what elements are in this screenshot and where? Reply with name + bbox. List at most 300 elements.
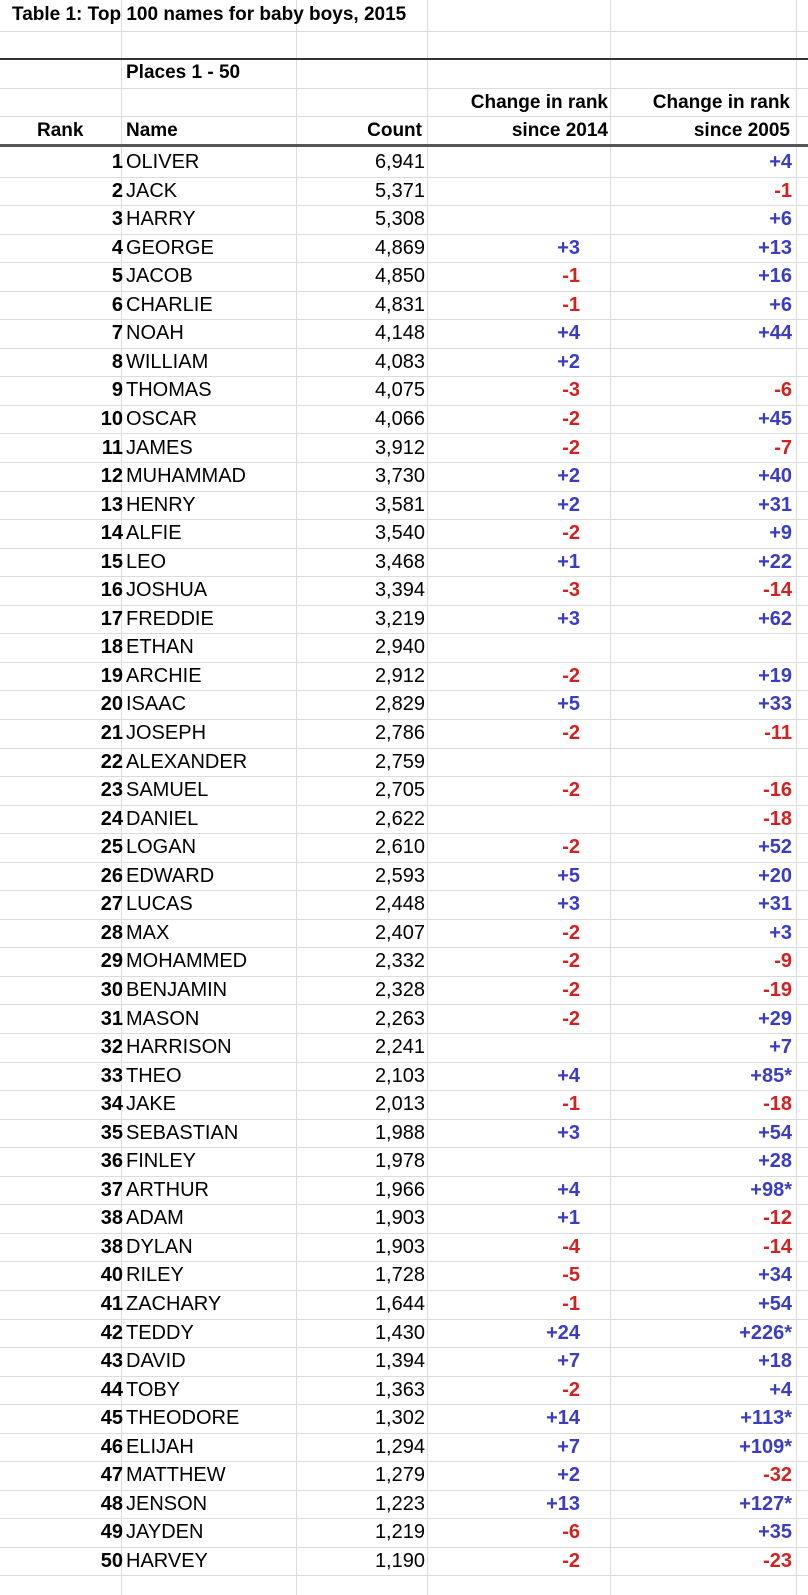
- change-2014-cell: -3: [562, 579, 580, 602]
- change-2014-cell: -1: [562, 265, 580, 288]
- change-2005-cell: +44: [758, 322, 792, 345]
- name-cell: ARCHIE: [126, 664, 202, 687]
- table-row: [0, 235, 808, 263]
- rank-cell: 33: [100, 1064, 123, 1087]
- name-cell: DANIEL: [126, 807, 199, 830]
- change-2005-cell: +29: [758, 1007, 792, 1030]
- rank-cell: 48: [100, 1492, 123, 1515]
- name-cell: JACK: [126, 179, 178, 202]
- count-cell: 2,332: [374, 950, 425, 973]
- count-cell: 2,013: [374, 1093, 425, 1116]
- change-2014-cell: -2: [562, 1007, 580, 1030]
- count-cell: 1,978: [374, 1150, 425, 1173]
- count-cell: 2,786: [374, 722, 425, 744]
- table-row: [0, 1120, 808, 1148]
- change-2014-cell: -2: [562, 978, 580, 1001]
- name-cell: JENSON: [126, 1492, 208, 1515]
- count-cell: 2,263: [374, 1007, 425, 1030]
- table-row: [0, 178, 808, 206]
- rank-cell: 43: [100, 1350, 123, 1373]
- count-cell: 1,728: [374, 1264, 425, 1287]
- change-2005-cell: -12: [763, 1207, 792, 1230]
- count-cell: 2,448: [374, 893, 425, 916]
- change-2014-cell: +3: [557, 1121, 580, 1144]
- table-row: [0, 292, 808, 320]
- change-2005-cell: -32: [763, 1464, 792, 1487]
- rank-cell: 7: [111, 322, 123, 345]
- table-row: [0, 435, 808, 463]
- change-2005-cell: +19: [758, 664, 792, 687]
- rank-cell: 49: [100, 1521, 123, 1544]
- rank-cell: 23: [100, 779, 123, 802]
- change-2014-cell: +14: [546, 1407, 580, 1430]
- count-cell: 2,759: [374, 750, 425, 773]
- name-cell: SAMUEL: [126, 779, 209, 802]
- name-cell: HARVEY: [126, 1549, 208, 1572]
- change-2005-cell: +85*: [750, 1064, 792, 1087]
- change-2005-cell: +3: [769, 921, 792, 944]
- table-row: [0, 463, 808, 491]
- change-2014-cell: -1: [562, 1093, 580, 1116]
- rank-cell: 45: [100, 1407, 123, 1430]
- change-2005-cell: -18: [763, 1093, 792, 1116]
- name-cell: MUHAMMAD: [126, 465, 246, 488]
- rank-cell: 22: [100, 750, 123, 773]
- table-row: [0, 1148, 808, 1176]
- rank-cell: 44: [100, 1378, 123, 1401]
- table-row: [0, 806, 808, 834]
- rank-cell: 26: [100, 864, 123, 887]
- change-2005-cell: +6: [769, 293, 792, 316]
- table-row: [0, 1034, 808, 1062]
- change-2014-cell: -4: [562, 1235, 580, 1258]
- name-cell: THOMAS: [126, 379, 212, 402]
- change-2014-cell: +4: [557, 322, 580, 345]
- change-2005-cell: +113*: [740, 1407, 792, 1430]
- name-cell: ADAM: [126, 1207, 184, 1230]
- name-cell: HENRY: [126, 493, 196, 516]
- rank-cell: 31: [100, 1007, 123, 1030]
- rank-cell: 36: [100, 1150, 123, 1173]
- name-cell: EDWARD: [126, 864, 215, 887]
- name-cell: OLIVER: [126, 151, 200, 173]
- change-2005-cell: +16: [758, 265, 792, 288]
- count-cell: 1,988: [374, 1121, 425, 1144]
- name-cell: ETHAN: [126, 636, 194, 659]
- change-2005-cell: -14: [763, 579, 792, 602]
- count-cell: 2,705: [374, 779, 425, 802]
- name-cell: RILEY: [126, 1264, 184, 1287]
- change-2005-cell: +20: [758, 864, 792, 887]
- rank-cell: 5: [111, 265, 123, 288]
- rank-cell: 28: [100, 921, 123, 944]
- count-cell: 1,302: [374, 1407, 425, 1430]
- name-cell: LOGAN: [126, 836, 197, 859]
- count-cell: 4,850: [374, 265, 425, 288]
- count-cell: 4,075: [374, 379, 425, 402]
- rank-cell: 6: [111, 293, 123, 316]
- name-cell: JOSHUA: [126, 579, 208, 602]
- rank-cell: 35: [100, 1121, 123, 1144]
- table-row: [0, 663, 808, 691]
- change-2005-cell: +33: [758, 693, 792, 716]
- places-subtitle: Places 1 - 50: [126, 62, 241, 83]
- table-row: [0, 863, 808, 891]
- table-row: [0, 891, 808, 919]
- name-cell: ARTHUR: [126, 1178, 209, 1201]
- change-2014-cell: -2: [562, 722, 580, 744]
- change-2014-cell: -2: [562, 836, 580, 859]
- name-cell: SEBASTIAN: [126, 1121, 239, 1144]
- count-cell: 2,328: [374, 978, 425, 1001]
- name-cell: THEO: [126, 1064, 182, 1087]
- header-rank: Rank: [37, 120, 84, 141]
- change-2005-cell: +6: [769, 208, 792, 231]
- name-cell: JOSEPH: [126, 722, 207, 744]
- table-row: [0, 549, 808, 577]
- change-2005-cell: +109*: [739, 1435, 792, 1458]
- name-cell: BENJAMIN: [126, 978, 228, 1001]
- name-cell: MAX: [126, 921, 170, 944]
- change-2005-cell: -11: [764, 722, 792, 744]
- change-2005-cell: +28: [758, 1150, 792, 1173]
- count-cell: 3,219: [374, 607, 425, 630]
- rank-cell: 11: [101, 436, 123, 459]
- change-2014-cell: +2: [557, 493, 580, 516]
- change-2014-cell: +2: [557, 465, 580, 488]
- table-row: [0, 1205, 808, 1233]
- rank-cell: 30: [100, 978, 123, 1001]
- rank-cell: 8: [111, 350, 123, 373]
- count-cell: 2,940: [374, 636, 425, 659]
- table-title: Table 1: Top 100 names for baby boys, 2015: [12, 4, 407, 25]
- change-2014-cell: -3: [562, 379, 580, 402]
- rank-cell: 15: [100, 550, 123, 573]
- count-cell: 1,430: [374, 1321, 425, 1344]
- change-2005-cell: +54: [758, 1121, 792, 1144]
- rank-cell: 2: [111, 179, 123, 202]
- change-2005-cell: +4: [769, 1378, 792, 1401]
- count-cell: 2,829: [374, 693, 425, 716]
- table-row: [0, 1091, 808, 1119]
- table-row: [0, 720, 808, 748]
- name-cell: DYLAN: [126, 1235, 193, 1258]
- name-cell: HARRY: [126, 208, 196, 231]
- change-2005-cell: -1: [774, 179, 792, 202]
- table-row: [0, 749, 808, 777]
- rank-cell: 50: [100, 1549, 123, 1572]
- change-2014-cell: +7: [557, 1350, 580, 1373]
- table-row: [0, 977, 808, 1005]
- change-2005-cell: +127*: [739, 1492, 792, 1515]
- change-2014-cell: +3: [557, 607, 580, 630]
- rank-cell: 27: [100, 893, 123, 916]
- rank-cell: 34: [100, 1093, 123, 1116]
- change-2014-cell: +3: [557, 236, 580, 259]
- rank-cell: 9: [111, 379, 123, 402]
- count-cell: 2,610: [374, 836, 425, 859]
- change-2014-cell: +4: [557, 1178, 580, 1201]
- change-2005-cell: -14: [763, 1235, 792, 1258]
- rank-cell: 47: [100, 1464, 123, 1487]
- change-2014-cell: -2: [562, 921, 580, 944]
- table-row: [0, 320, 808, 348]
- count-cell: 3,581: [374, 493, 425, 516]
- table-row: [0, 1177, 808, 1205]
- change-2005-cell: +45: [758, 407, 792, 430]
- header-name: Name: [126, 120, 178, 141]
- change-2014-cell: +2: [557, 1464, 580, 1487]
- rank-cell: 18: [100, 636, 123, 659]
- header-change-2014-line1: Change in rank: [470, 92, 608, 113]
- name-cell: ELIJAH: [126, 1435, 194, 1458]
- count-cell: 3,730: [374, 465, 425, 488]
- rank-cell: 46: [100, 1435, 123, 1458]
- header-rule: [0, 144, 808, 147]
- rank-cell: 21: [100, 722, 123, 744]
- table-row: [0, 1262, 808, 1290]
- rank-cell: 3: [111, 208, 123, 231]
- rank-cell: 1: [111, 151, 123, 173]
- count-cell: 1,219: [374, 1521, 425, 1544]
- change-2014-cell: -2: [562, 950, 580, 973]
- rank-cell: 13: [100, 493, 123, 516]
- table-row: [0, 1063, 808, 1091]
- table-row: [0, 1405, 808, 1433]
- table-row: [0, 1519, 808, 1547]
- table-row: [0, 691, 808, 719]
- rank-cell: 37: [100, 1178, 123, 1201]
- change-2005-cell: +52: [758, 836, 792, 859]
- table-row: [0, 263, 808, 291]
- change-2005-cell: -23: [763, 1549, 792, 1572]
- count-cell: 3,540: [374, 522, 425, 545]
- change-2014-cell: +2: [557, 350, 580, 373]
- name-cell: ALFIE: [126, 522, 182, 545]
- name-cell: THEODORE: [126, 1407, 240, 1430]
- change-2005-cell: +9: [769, 522, 792, 545]
- table-row: [0, 577, 808, 605]
- change-2005-cell: +40: [758, 465, 792, 488]
- count-cell: 1,190: [374, 1549, 425, 1572]
- row-divider: [0, 1575, 808, 1576]
- name-cell: NOAH: [126, 322, 184, 345]
- change-2014-cell: -2: [562, 779, 580, 802]
- rank-cell: 38: [100, 1235, 123, 1258]
- change-2014-cell: +5: [557, 693, 580, 716]
- change-2014-cell: -1: [562, 293, 580, 316]
- change-2014-cell: -2: [562, 522, 580, 545]
- change-2014-cell: -1: [562, 1293, 580, 1315]
- name-cell: LEO: [126, 550, 167, 573]
- name-cell: TEDDY: [126, 1321, 194, 1344]
- change-2014-cell: -2: [562, 436, 580, 459]
- table-row: [0, 1491, 808, 1519]
- count-cell: 4,148: [374, 322, 425, 345]
- count-cell: 3,394: [374, 579, 425, 602]
- change-2014-cell: -6: [562, 1521, 580, 1544]
- name-cell: JACOB: [126, 265, 193, 288]
- name-cell: TOBY: [126, 1378, 181, 1401]
- table-row: [0, 634, 808, 662]
- name-cell: FREDDIE: [126, 607, 214, 630]
- name-cell: OSCAR: [126, 407, 198, 430]
- table-row: [0, 834, 808, 862]
- change-2005-cell: +62: [758, 607, 792, 630]
- change-2005-cell: +54: [758, 1293, 792, 1315]
- name-cell: WILLIAM: [126, 350, 209, 373]
- change-2005-cell: +31: [758, 493, 792, 516]
- change-2005-cell: -18: [763, 807, 792, 830]
- row-divider: [0, 116, 808, 117]
- table-row: [0, 149, 808, 177]
- count-cell: 1,363: [374, 1378, 425, 1401]
- change-2014-cell: -2: [562, 1378, 580, 1401]
- header-change-2005-line1: Change in rank: [652, 92, 790, 113]
- table-row: [0, 1320, 808, 1348]
- rank-cell: 42: [100, 1321, 123, 1344]
- change-2005-cell: +34: [758, 1264, 792, 1287]
- table-row: [0, 406, 808, 434]
- count-cell: 1,903: [374, 1235, 425, 1258]
- name-cell: MATTHEW: [126, 1464, 226, 1487]
- row-divider: [0, 31, 808, 32]
- change-2005-cell: -19: [763, 978, 792, 1001]
- name-cell: MOHAMMED: [126, 950, 248, 973]
- rank-cell: 14: [100, 522, 123, 545]
- count-cell: 1,903: [374, 1207, 425, 1230]
- count-cell: 2,622: [374, 807, 425, 830]
- count-cell: 4,066: [374, 407, 425, 430]
- table-row: [0, 520, 808, 548]
- name-cell: JAKE: [126, 1093, 177, 1116]
- change-2014-cell: +3: [557, 893, 580, 916]
- name-cell: CHARLIE: [126, 293, 213, 316]
- change-2014-cell: +4: [557, 1064, 580, 1087]
- rank-cell: 24: [100, 807, 123, 830]
- count-cell: 2,241: [374, 1036, 425, 1059]
- table-row: [0, 948, 808, 976]
- change-2005-cell: +35: [758, 1521, 792, 1544]
- change-2005-cell: -9: [774, 950, 792, 973]
- rank-cell: 29: [100, 950, 123, 973]
- rank-cell: 16: [100, 579, 123, 602]
- name-cell: JAMES: [126, 436, 193, 459]
- row-divider: [0, 88, 808, 89]
- header-change-2014-line2: since 2014: [511, 120, 608, 141]
- change-2005-cell: +7: [769, 1036, 792, 1059]
- rank-cell: 25: [100, 836, 123, 859]
- table-row: [0, 492, 808, 520]
- name-cell: DAVID: [126, 1350, 186, 1373]
- table-row: [0, 606, 808, 634]
- rank-cell: 20: [100, 693, 123, 716]
- count-cell: 1,394: [374, 1350, 425, 1373]
- rank-cell: 19: [100, 664, 123, 687]
- change-2005-cell: +4: [769, 151, 792, 173]
- count-cell: 1,644: [374, 1293, 425, 1315]
- count-cell: 4,083: [374, 350, 425, 373]
- table-row: [0, 377, 808, 405]
- change-2005-cell: -7: [774, 436, 792, 459]
- count-cell: 2,593: [374, 864, 425, 887]
- name-cell: LUCAS: [126, 893, 193, 916]
- rank-cell: 38: [100, 1207, 123, 1230]
- table-row: [0, 1548, 808, 1576]
- change-2005-cell: -16: [763, 779, 792, 802]
- change-2014-cell: +24: [546, 1321, 580, 1344]
- change-2014-cell: +1: [557, 550, 580, 573]
- count-cell: 1,279: [374, 1464, 425, 1487]
- table-row: [0, 1234, 808, 1262]
- change-2014-cell: -2: [562, 407, 580, 430]
- table-row: [0, 349, 808, 377]
- change-2005-cell: +22: [758, 550, 792, 573]
- count-cell: 2,103: [374, 1064, 425, 1087]
- count-cell: 5,371: [374, 179, 425, 202]
- change-2014-cell: +1: [557, 1207, 580, 1230]
- rank-cell: 12: [100, 465, 123, 488]
- rank-cell: 32: [100, 1036, 123, 1059]
- count-cell: 1,223: [374, 1492, 425, 1515]
- table-row: [0, 920, 808, 948]
- table-row: [0, 206, 808, 234]
- table-row: [0, 1291, 808, 1319]
- name-cell: ISAAC: [126, 693, 187, 716]
- rank-cell: 40: [100, 1264, 123, 1287]
- change-2014-cell: -2: [562, 664, 580, 687]
- change-2005-cell: -6: [774, 379, 792, 402]
- count-cell: 2,912: [374, 664, 425, 687]
- count-cell: 1,966: [374, 1178, 425, 1201]
- count-cell: 4,831: [374, 293, 425, 316]
- change-2005-cell: +18: [758, 1350, 792, 1373]
- change-2014-cell: -2: [562, 1549, 580, 1572]
- name-cell: JAYDEN: [126, 1521, 204, 1544]
- change-2014-cell: +5: [557, 864, 580, 887]
- change-2005-cell: +31: [758, 893, 792, 916]
- count-cell: 4,869: [374, 236, 425, 259]
- count-cell: 5,308: [374, 208, 425, 231]
- change-2014-cell: -5: [562, 1264, 580, 1287]
- table-row: [0, 1348, 808, 1376]
- count-cell: 3,912: [374, 436, 425, 459]
- count-cell: 2,407: [374, 921, 425, 944]
- table-row: [0, 1462, 808, 1490]
- header-change-2005-line2: since 2005: [693, 120, 790, 141]
- table-row: [0, 1006, 808, 1034]
- rank-cell: 17: [100, 607, 123, 630]
- table-row: [0, 1434, 808, 1462]
- rank-cell: 41: [100, 1293, 123, 1315]
- name-cell: GEORGE: [126, 236, 214, 259]
- change-2014-cell: +7: [557, 1435, 580, 1458]
- name-cell: ZACHARY: [126, 1293, 222, 1315]
- name-cell: MASON: [126, 1007, 200, 1030]
- table-row: [0, 1377, 808, 1405]
- change-2005-cell: +226*: [739, 1321, 792, 1344]
- change-2005-cell: +13: [758, 236, 792, 259]
- rank-cell: 4: [111, 236, 123, 259]
- change-2005-cell: +98*: [750, 1178, 792, 1201]
- table-row: [0, 777, 808, 805]
- count-cell: 6,941: [374, 151, 425, 173]
- count-cell: 3,468: [374, 550, 425, 573]
- change-2014-cell: +13: [546, 1492, 580, 1515]
- rank-cell: 10: [100, 407, 123, 430]
- title-rule: [0, 58, 808, 60]
- name-cell: ALEXANDER: [126, 750, 248, 773]
